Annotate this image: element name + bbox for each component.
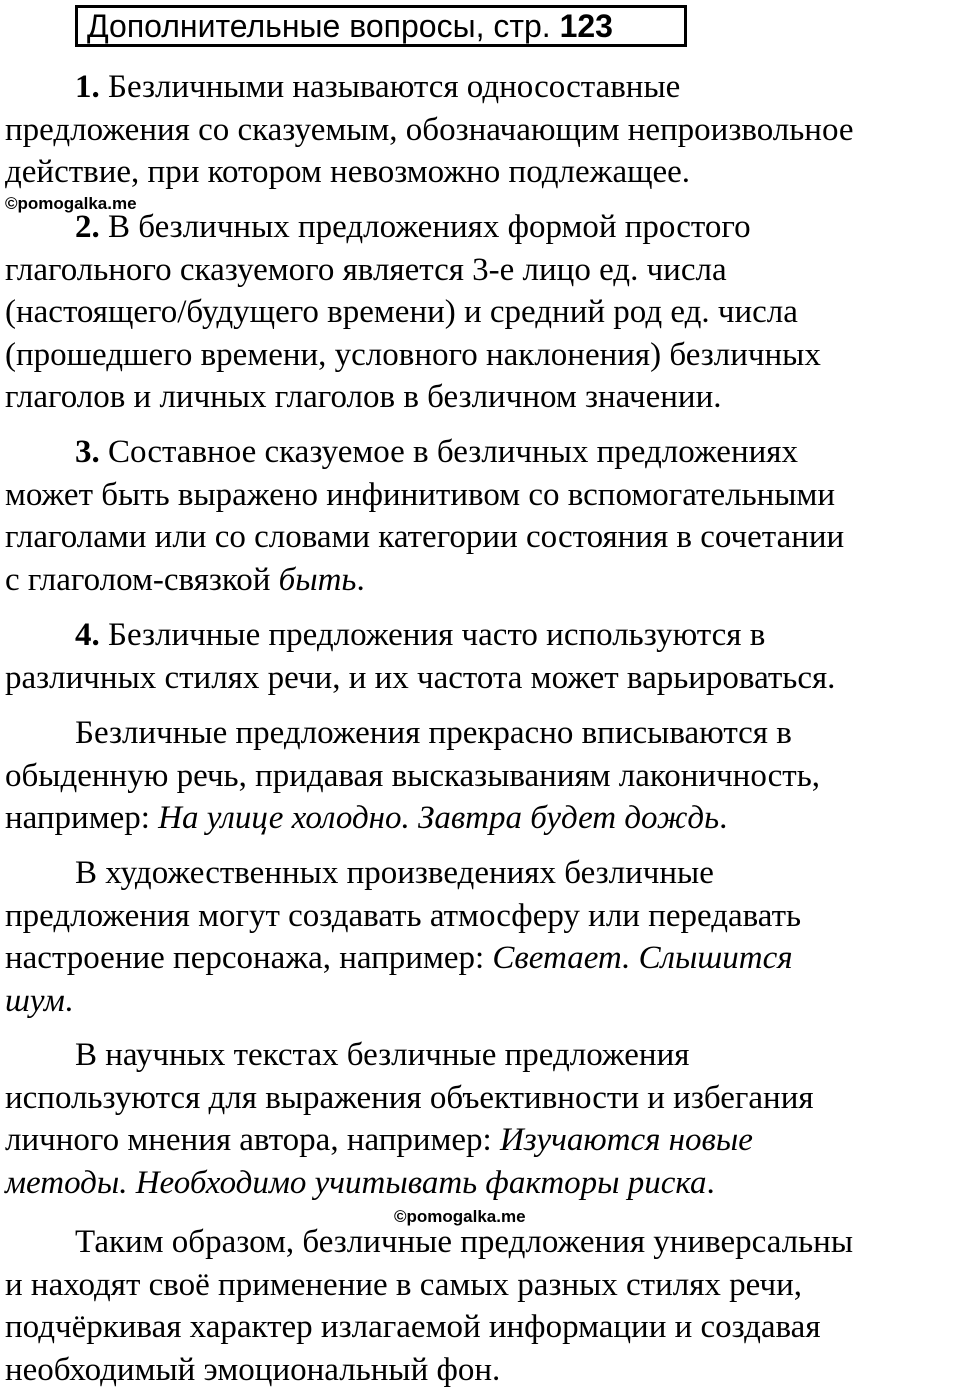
paragraph-everyday-speech: Безличные предложения прекрасно вписываются в обыденную речь, придавая высказываниям лаконичность, например: На улице холодно. Завтра будет дождь. xyxy=(5,712,960,840)
answer-3-line: Составное сказуемое в безличных предложениях xyxy=(108,434,798,470)
example-text: методы. Необходимо учитывать факторы риска xyxy=(5,1164,707,1201)
title-page-number: 123 xyxy=(559,8,613,44)
paragraph-line: и находят своё применение в самых разных стилях речи, xyxy=(5,1266,802,1303)
answer-4-line: различных стилях речи, и их частота может варьироваться. xyxy=(5,659,836,696)
paragraph-line: предложения могут создавать атмосферу или передавать xyxy=(5,897,802,934)
paragraph-line: В художественных произведениях безличные xyxy=(75,855,714,891)
paragraph-line: Таким образом, безличные предложения универсальны xyxy=(75,1224,853,1260)
answer-2-line: (настоящего/будущего времени) и средний род ед. числа xyxy=(5,294,798,330)
paragraph-fiction: В художественных произведениях безличные предложения могут создавать атмосферу или передавать настроение персонажа, например: Светает. Слышится шум. xyxy=(5,852,960,1022)
watermark: ©pomogalka.me xyxy=(5,194,137,213)
page-title xyxy=(75,5,687,47)
answer-3-line: может быть выражено инфинитивом со вспомогательными xyxy=(5,476,836,513)
answer-2-number: 2. xyxy=(75,209,100,245)
answer-2-line: глаголов и личных глаголов в безличном значении. xyxy=(5,379,722,415)
answer-4 xyxy=(5,614,960,699)
title-text: Дополнительные вопросы, стр. xyxy=(87,8,551,44)
answer-3-line: с глаголом-связкой xyxy=(5,561,271,598)
paragraph-science: В научных текстах безличные предложения используются для выражения объективности и избегания личного мнения автора, например: Изучаются новые методы. Необходимо учитывать факторы риска. xyxy=(5,1034,960,1204)
answer-1-line: Безличными называются односоставные xyxy=(108,69,681,105)
example-text: Светает. Слышится xyxy=(492,940,793,976)
paragraph-line: Безличные предложения прекрасно вписываются в xyxy=(75,715,792,751)
paragraph-line: например: xyxy=(5,800,150,836)
answer-3-number: 3. xyxy=(75,434,100,470)
answer-4-line: Безличные предложения часто используются в xyxy=(108,617,766,653)
paragraph-line: подчёркивая характер излагаемой информации и создавая xyxy=(5,1309,821,1345)
answer-1-number: 1. xyxy=(75,69,100,105)
paragraph-conclusion xyxy=(5,1221,960,1391)
answer-2 xyxy=(5,206,960,419)
paragraph-line: В научных текстах безличные предложения xyxy=(75,1037,690,1073)
answer-1-line: предложения со сказуемым, обозначающим непроизвольное xyxy=(5,111,854,148)
answer-2-line: В безличных предложениях формой простого xyxy=(108,209,751,245)
answer-2-line: глагольного сказуемого является 3-е лицо ед. числа xyxy=(5,251,727,288)
paragraph-line: настроение персонажа, например: xyxy=(5,940,485,976)
answer-1-line: действие, при котором невозможно подлежащее. xyxy=(5,154,691,190)
paragraph-line: необходимый эмоциональный фон. xyxy=(5,1351,501,1388)
paragraph-line: обыденную речь, придавая высказываниям лаконичность, xyxy=(5,757,821,794)
italic-word: быть xyxy=(278,561,357,598)
example-text: Изучаются новые xyxy=(499,1122,753,1158)
answer-1 xyxy=(5,66,960,194)
answer-3: 3. Составное сказуемое в безличных предложениях может быть выражено инфинитивом со вспомогательными глаголами или со словами категории состояния в сочетании с глаголом-связкой быть. xyxy=(5,431,960,601)
watermark: ©pomogalka.me xyxy=(394,1207,526,1226)
example-text: На улице холодно. Завтра будет дождь xyxy=(158,800,720,836)
paragraph-line: используются для выражения объективности и избегания xyxy=(5,1079,814,1116)
answer-4-number: 4. xyxy=(75,617,100,653)
answer-2-line: (прошедшего времени, условного наклонения) безличных xyxy=(5,336,821,373)
paragraph-line: личного мнения автора, например: xyxy=(5,1122,492,1158)
answer-3-line: глаголами или со словами категории состояния в сочетании xyxy=(5,519,845,555)
example-text: шум xyxy=(5,982,65,1019)
